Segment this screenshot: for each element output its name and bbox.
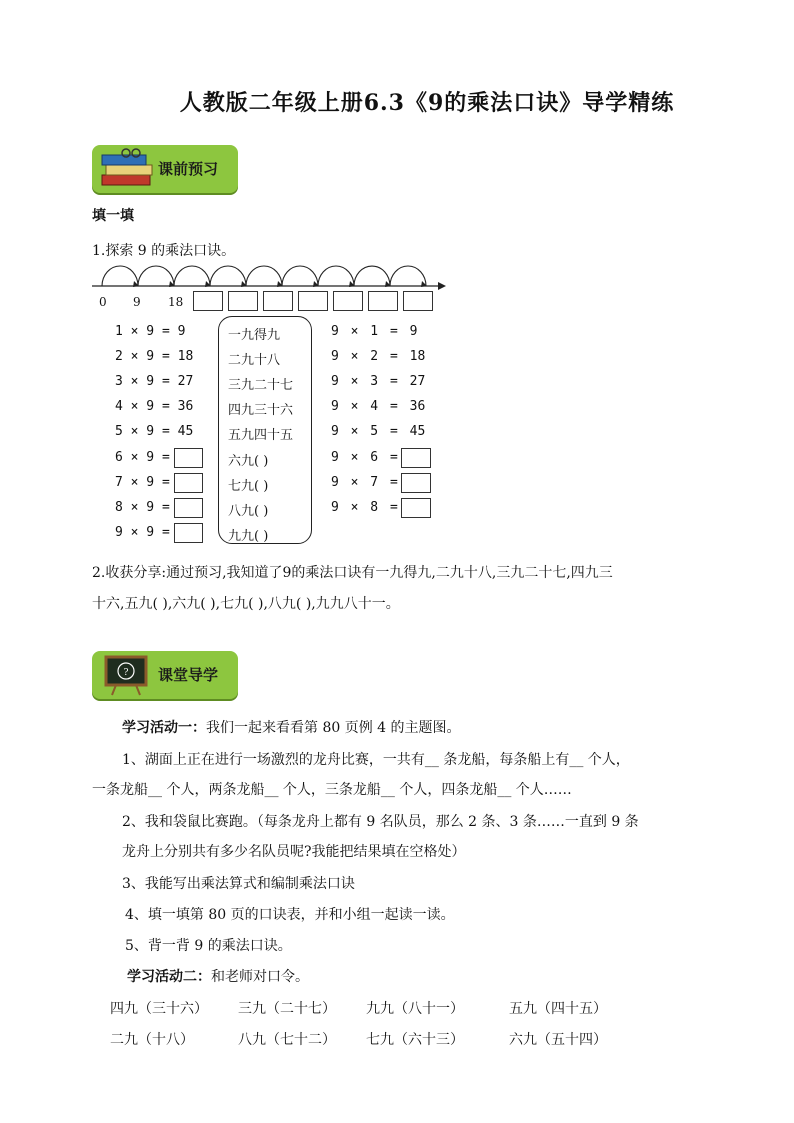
rhyme-item: 七九( )	[228, 479, 269, 494]
question-1: 1.探索 9 的乘法口诀。	[92, 243, 236, 259]
drill-item: 九九（八十一）	[366, 1001, 464, 1017]
numberline-blank[interactable]	[403, 291, 433, 311]
activity-1-heading	[122, 717, 461, 737]
rhyme-item: 八九( )	[228, 504, 269, 519]
equation-left: 3 × 9 = 27	[115, 374, 194, 389]
activity-2-text: 和老师对口令。	[211, 969, 309, 985]
rhyme-item: 四九三十六	[228, 403, 294, 418]
activity-2-heading	[127, 966, 309, 986]
equation-right: 9 × 4 = 36	[331, 399, 426, 414]
equation-left: 9 × 9 =	[115, 525, 170, 540]
answer-box[interactable]	[174, 498, 203, 518]
drill-item: 六九（五十四）	[509, 1032, 607, 1048]
equation-right: 9 × 7 =	[331, 475, 398, 490]
rhyme-item: 二九十八	[228, 353, 281, 368]
answer-box[interactable]	[401, 498, 431, 518]
equation-left: 1 × 9 = 9	[115, 324, 186, 339]
numberline-blank[interactable]	[333, 291, 363, 311]
numberline-blank[interactable]	[228, 291, 258, 311]
numberline-blank[interactable]	[368, 291, 398, 311]
rhyme-item: 三九二十七	[228, 378, 294, 393]
activity-1-item-1-line-1: 1、湖面上正在进行一场激烈的龙舟比赛，一共有__ 条龙船，每条船上有__ 个人，	[122, 752, 630, 768]
activity-1-item-4: 4、填一填第 80 页的口诀表，并和小组一起读一读。	[125, 907, 455, 923]
question-2-line-2: 十六,五九( ),六九( ),七九( ),八九( ),九九八十一。	[92, 596, 400, 612]
activity-1-item-2-line-1: 2、我和袋鼠比赛跑。（每条龙舟上都有 9 名队员，那么 2 条、3 条……一直到 9 条	[122, 814, 639, 830]
equation-left: 7 × 9 =	[115, 475, 170, 490]
activity-1-item-1-line-2: 一条龙船__ 个人，两条龙船__ 个人，三条龙船__ 个人，四条龙船__ 个人……	[92, 782, 572, 798]
equation-left: 5 × 9 = 45	[115, 424, 194, 439]
numberline-blank[interactable]	[298, 291, 328, 311]
books-icon	[98, 147, 158, 193]
activity-1-item-2-line-2: 龙舟上分别共有多少名队员呢?我能把结果填在空格处）	[122, 844, 466, 860]
equation-right: 9 × 2 = 18	[331, 349, 426, 364]
numberline-label-9: 9	[133, 295, 141, 309]
fill-heading: 填一填	[92, 208, 134, 224]
activity-1-title: 学习活动一：	[122, 720, 206, 736]
drill-item: 四九（三十六）	[110, 1001, 208, 1017]
equation-left: 2 × 9 = 18	[115, 349, 194, 364]
banner-label: 课堂导学	[158, 666, 219, 684]
equation-left: 6 × 9 =	[115, 450, 170, 465]
answer-box[interactable]	[401, 448, 431, 468]
numberline-blank[interactable]	[193, 291, 223, 311]
activity-1-item-3: 3、我能写出乘法算式和编制乘法口诀	[122, 876, 355, 892]
numberline-label-18: 18	[168, 295, 184, 309]
activity-2-title: 学习活动二：	[127, 969, 211, 985]
rhyme-item: 六九( )	[228, 454, 269, 469]
page-title: 人教版二年级上册6.3《9的乘法口诀》导学精练	[179, 90, 675, 116]
numberline-blank[interactable]	[263, 291, 293, 311]
banner-label: 课前预习	[158, 160, 219, 178]
drill-item: 二九（十八）	[110, 1032, 194, 1048]
drill-item: 八九（七十二）	[238, 1032, 336, 1048]
rhyme-item: 一九得九	[228, 328, 281, 343]
equation-left: 8 × 9 =	[115, 500, 170, 515]
equation-right: 9 × 5 = 45	[331, 424, 426, 439]
equation-right: 9 × 1 = 9	[331, 324, 418, 339]
answer-box[interactable]	[174, 523, 203, 543]
equation-right: 9 × 3 = 27	[331, 374, 426, 389]
question-2-line-1: 2.收获分享:通过预习,我知道了9的乘法口诀有一九得九,二九十八,三九二十七,四九三	[92, 565, 613, 581]
answer-box[interactable]	[174, 448, 203, 468]
answer-box[interactable]	[401, 473, 431, 493]
rhyme-item: 九九( )	[228, 529, 269, 544]
answer-box[interactable]	[174, 473, 203, 493]
activity-1-item-5: 5、背一背 9 的乘法口诀。	[125, 938, 292, 954]
drill-item: 七九（六十三）	[366, 1032, 464, 1048]
rhyme-item: 五九四十五	[228, 428, 294, 443]
activity-1-text: 我们一起来看看第 80 页例 4 的主题图。	[206, 720, 461, 736]
numberline-label-0: 0	[99, 295, 107, 309]
equation-left: 4 × 9 = 36	[115, 399, 194, 414]
drill-item: 五九（四十五）	[509, 1001, 607, 1017]
section-banner-preview	[92, 145, 238, 193]
chalkboard-icon	[102, 655, 152, 697]
equation-right: 9 × 6 =	[331, 450, 398, 465]
section-banner-class	[92, 651, 238, 699]
svg-text:?: ?	[123, 668, 129, 678]
drill-item: 三九（二十七）	[238, 1001, 336, 1017]
equation-right: 9 × 8 =	[331, 500, 398, 515]
